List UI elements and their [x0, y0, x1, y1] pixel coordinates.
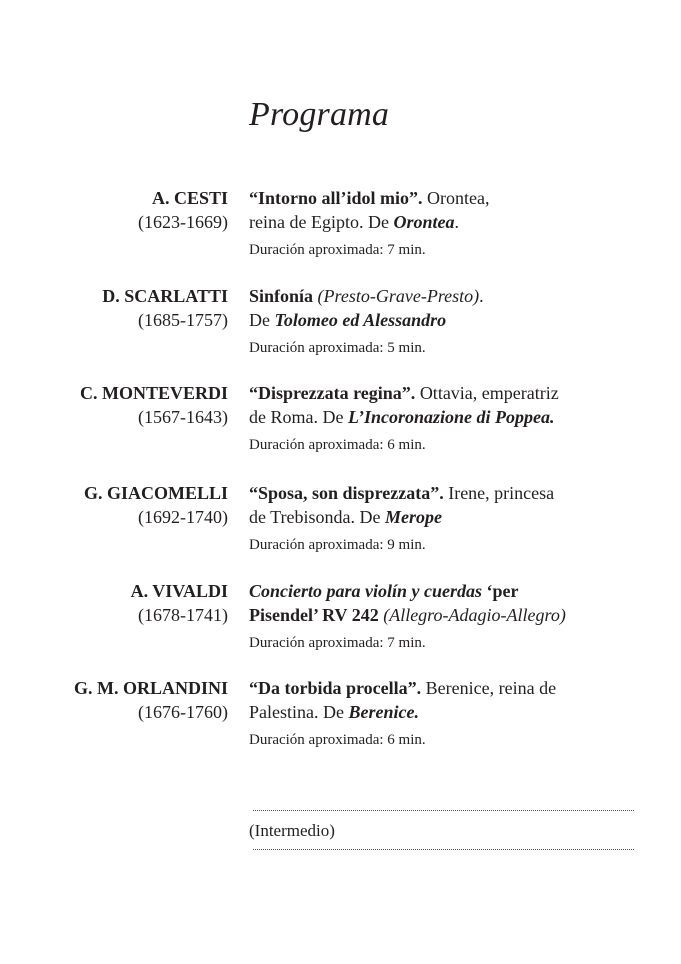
composer-dates: (1678-1741): [138, 605, 228, 625]
work-line: [249, 700, 669, 724]
work-text-segment: .: [454, 212, 459, 232]
duration: Duración aproximada: 7 min.: [249, 242, 426, 258]
work-line: [249, 505, 669, 529]
duration: Duración aproximada: 6 min.: [249, 732, 426, 748]
work-text-segment: .: [479, 286, 484, 306]
program-entry: [0, 186, 681, 276]
work-text-segment: Concierto para violín y cuerdas: [249, 581, 482, 601]
duration: Duración aproximada: 6 min.: [249, 437, 426, 453]
work-text-segment: Berenice.: [348, 702, 419, 722]
composer: [74, 676, 228, 724]
composer-dates: (1685-1757): [138, 310, 228, 330]
work-line: [249, 405, 669, 429]
composer-name: A. VIVALDI: [130, 581, 228, 601]
composer-name: G. GIACOMELLI: [83, 483, 228, 503]
work-line: [249, 381, 669, 405]
work-title: [249, 579, 669, 627]
intermission-label: (Intermedio): [249, 821, 335, 840]
work-title: [249, 284, 669, 332]
composer-dates: (1692-1740): [138, 507, 228, 527]
work-text-segment: ‘per: [482, 581, 519, 601]
work-text-segment: “Disprezzata regina”.: [249, 383, 416, 403]
program-entry: [0, 579, 681, 669]
work-line: [249, 186, 669, 210]
work-text-segment: de Trebisonda. De: [249, 507, 385, 527]
work-text-segment: Ottavia, emperatriz: [415, 383, 559, 403]
work-text-segment: Palestina. De: [249, 702, 349, 722]
work-line: [249, 603, 669, 627]
composer-name: A. CESTI: [151, 188, 228, 208]
composer: [102, 284, 228, 332]
duration: Duración aproximada: 9 min.: [249, 537, 426, 553]
work-text-segment: Orontea,: [422, 188, 490, 208]
work-title: [249, 481, 669, 529]
program-entry: [0, 481, 681, 571]
work-text-segment: reina de Egipto. De: [249, 212, 394, 232]
composer-dates: (1676-1760): [138, 702, 228, 722]
work-text-segment: (Presto-Grave-Presto): [313, 286, 480, 306]
program-entry: [0, 381, 681, 471]
work-line: [249, 579, 669, 603]
work-line: [249, 284, 669, 308]
work-text-segment: Merope: [385, 507, 442, 527]
work-text-segment: Sinfonía: [249, 286, 314, 306]
work-text-segment: Tolomeo ed Alessandro: [274, 310, 447, 330]
work-text-segment: L’Incoronazione di Poppea.: [347, 407, 555, 427]
program-entry: [0, 676, 681, 766]
divider-top: [253, 810, 634, 811]
work-line: [249, 308, 669, 332]
work-title: [249, 676, 669, 724]
work-text-segment: “Da torbida procella”.: [249, 678, 422, 698]
work-line: [249, 481, 669, 505]
work-text-segment: Pisendel’ RV 242: [249, 605, 379, 625]
work-line: [249, 210, 669, 234]
composer-dates: (1623-1669): [138, 212, 228, 232]
composer-name: D. SCARLATTI: [102, 286, 228, 306]
divider-bottom: [253, 849, 634, 850]
duration: Duración aproximada: 7 min.: [249, 635, 426, 651]
work-text-segment: de Roma. De: [249, 407, 348, 427]
work-text-segment: “Intorno all’idol mio”.: [249, 188, 423, 208]
work-text-segment: Irene, princesa: [443, 483, 555, 503]
page-title: Programa: [249, 96, 390, 133]
work-text-segment: Berenice, reina de: [421, 678, 557, 698]
program-entry: [0, 284, 681, 374]
composer: [131, 579, 228, 627]
work-text-segment: (Allegro-Adagio-Allegro): [378, 605, 566, 625]
composer: [80, 381, 228, 429]
composer-name: C. MONTEVERDI: [79, 383, 228, 403]
work-title: [249, 381, 669, 429]
work-text-segment: De: [249, 310, 275, 330]
work-text-segment: “Sposa, son disprezzata”.: [249, 483, 444, 503]
work-text-segment: Orontea: [393, 212, 455, 232]
duration: Duración aproximada: 5 min.: [249, 340, 426, 356]
composer: [138, 186, 228, 234]
composer: [84, 481, 228, 529]
composer-name: G. M. ORLANDINI: [73, 678, 228, 698]
work-line: [249, 676, 669, 700]
composer-dates: (1567-1643): [138, 407, 228, 427]
work-title: [249, 186, 669, 234]
